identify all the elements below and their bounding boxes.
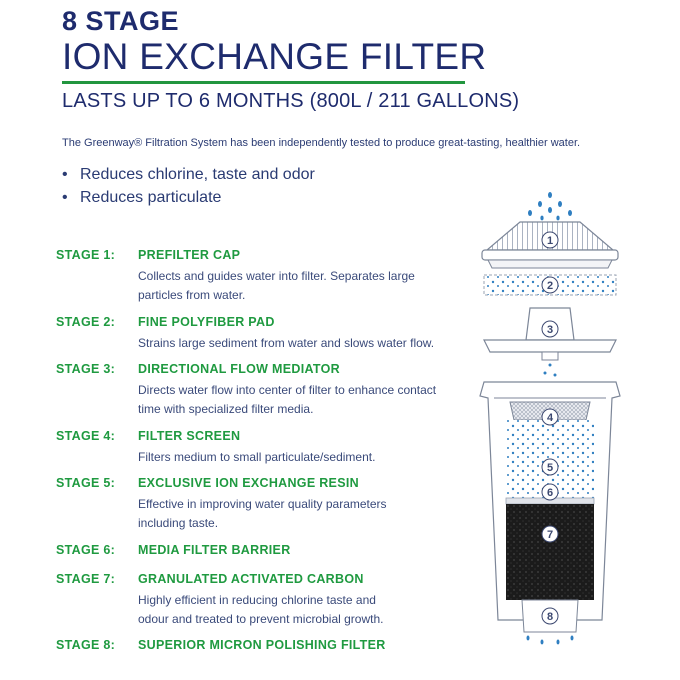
stage-title: EXCLUSIVE ION EXCHANGE RESIN: [138, 476, 359, 490]
benefit-list: [62, 163, 315, 209]
stage-count-heading: 8 STAGE: [62, 6, 180, 36]
filter-diagram: [470, 180, 630, 650]
stage-number: STAGE 1:: [56, 248, 116, 262]
stage-description: Directs water flow into center of filter to enhance contact time with specialized filter media.: [138, 383, 437, 416]
stage-number: STAGE 3:: [56, 362, 116, 376]
stage-number: STAGE 8:: [56, 638, 116, 652]
stage-number: STAGE 6:: [56, 543, 116, 557]
stage-title: PREFILTER CAP: [138, 248, 241, 262]
marker-4: 4: [546, 412, 554, 424]
benefit-item: [62, 163, 315, 186]
stage-description: Filters medium to small particulate/sediment.: [138, 450, 376, 464]
stage-title: GRANULATED ACTIVATED CARBON: [138, 572, 364, 586]
marker-2: 2: [546, 280, 554, 292]
stage-description: Effective in improving water quality parameters including taste.: [138, 497, 387, 530]
stage-description: Strains large sediment from water and slows water flow.: [138, 336, 435, 350]
stage-title: MEDIA FILTER BARRIER: [138, 543, 291, 557]
marker-3: 3: [546, 324, 554, 336]
water-drops-top: [528, 192, 572, 220]
benefit-item: [62, 186, 315, 209]
stage-title: FILTER SCREEN: [138, 429, 241, 443]
flow-mediator: [484, 308, 616, 377]
intro-text: The Greenway® Filtration System has been independently tested to produce great-tasting, healthier water.: [62, 137, 581, 149]
stage-title: FINE POLYFIBER PAD: [138, 315, 275, 329]
page-subtitle: LASTS UP TO 6 MONTHS (800L / 211 GALLONS): [62, 90, 520, 112]
stage-number: STAGE 5:: [56, 476, 116, 490]
page-title: ION EXCHANGE FILTER: [62, 36, 487, 77]
marker-1: 1: [546, 235, 554, 247]
benefit-text: Reduces chlorine, taste and odor: [80, 166, 315, 183]
bullet-icon: •: [62, 166, 68, 183]
stage-description: Highly efficient in reducing chlorine taste and odour and treated to prevent microbial growth.: [138, 593, 384, 626]
stage-number: STAGE 7:: [56, 572, 116, 586]
marker-5: 5: [546, 462, 554, 474]
stage-title: DIRECTIONAL FLOW MEDIATOR: [138, 362, 340, 376]
stage-number: STAGE 2:: [56, 315, 116, 329]
stage-number: STAGE 4:: [56, 429, 116, 443]
title-divider: [62, 81, 465, 84]
stage-description: Collects and guides water into filter. Separates large particles from water.: [138, 269, 415, 302]
activated-carbon: [506, 504, 594, 600]
benefit-text: Reduces particulate: [80, 189, 222, 206]
bullet-icon: •: [62, 189, 68, 206]
stage-title: SUPERIOR MICRON POLISHING FILTER: [138, 638, 386, 652]
marker-6: 6: [546, 487, 554, 499]
marker-7: 7: [546, 529, 554, 541]
water-drops-bottom: [527, 636, 574, 645]
marker-8: 8: [546, 611, 554, 623]
